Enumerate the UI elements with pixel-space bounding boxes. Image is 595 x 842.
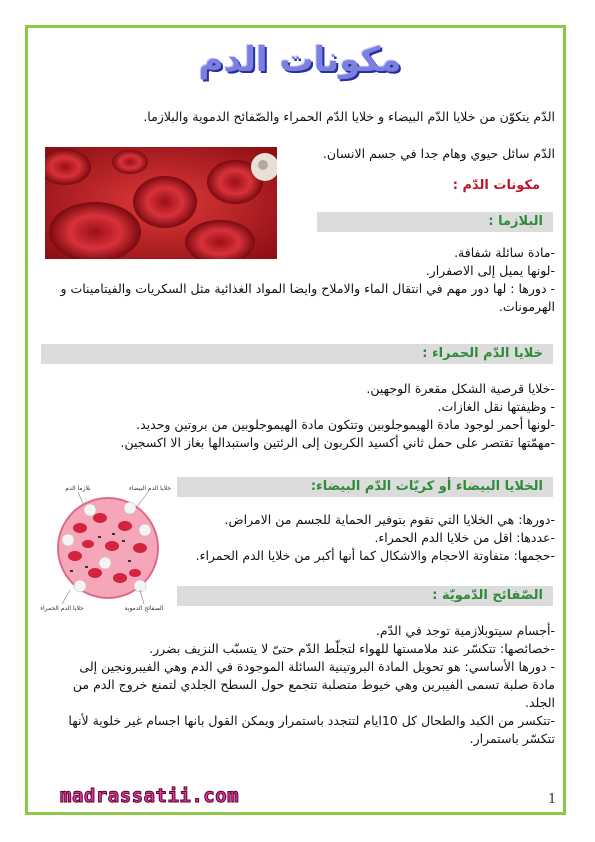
list-item: -تتكسر من الكبد والطحال كل 10ايام لتتجدد باستمرار ويمكن القول بانها اجسام غير خلوية لأنها تتكسّر باستمرار. [68, 713, 555, 746]
list-item: -لونها يميل إلى الاصفرار. [425, 263, 555, 278]
white-cells-list [185, 511, 555, 565]
footer-website-link[interactable]: madrassatii.com [60, 785, 240, 807]
components-heading: مكونات الدّم : [452, 178, 540, 193]
platelets-heading-band [177, 586, 553, 606]
list-item: - دورها الأساسي: هو تحويل المادة البروتينية السائلة الموجودة في الدم وهي الفيبرونجين إلى مادة صلبة تسمى الفيبرين وهي خيوط متصلبة تتجمع حول السطح الجلدي لتمنع خروج الدم من الجلد. [72, 659, 555, 710]
list-item: - دورها : لها دور مهم في انتقال الماء والاملاح وايضا المواد الغذائية مثل السكريات والفيتامينات و الهرمونات. [60, 281, 555, 314]
white-cells-heading-band [177, 477, 553, 497]
blood-cells-photo [45, 147, 277, 259]
list-item: -أجسام سيتوبلازمية توجد في الدّم. [375, 623, 555, 638]
list-item: -دورها: هي الخلايا التي تقوم بتوفير الحماية للجسم من الامراض. [224, 512, 555, 527]
list-item: -حجمها: متفاوتة الاحجام والاشكال كما أنها أكبر من خلايا الدم الحمراء. [195, 548, 555, 563]
page-number: 1 [548, 792, 557, 807]
list-item: -لونها أحمر لوجود مادة الهيموجلوبين وتتكون مادة الهيموجلوبين من بروتين وحديد. [136, 417, 555, 432]
list-item: -عددها: اقل من خلايا الدم الحمراء. [374, 530, 555, 545]
platelets-list [55, 622, 555, 748]
list-item: -مهمّتها تقتصر على حمل ثاني أكسيد الكربون إلى الرئتين واستبدالها بغاز الا اكسجين. [120, 435, 555, 450]
list-item: - وظيفتها نقل الغازات. [437, 399, 555, 414]
list-item: -خلايا قرصية الشكل مقعرة الوجهين. [366, 381, 555, 396]
intro-text-2: الدّم سائل حيوي وهام جدا في جسم الانسان. [322, 146, 555, 161]
white-cells-heading: الخلايا البيضاء أو كريّات الدّم البيضاء: [310, 479, 543, 494]
plasma-list [55, 244, 555, 316]
red-cells-heading-band [41, 344, 553, 364]
diagram-label-white: خلايا الدم البيضاء [129, 485, 171, 492]
page-title: مكونات الدم [198, 40, 402, 80]
list-item: -مادة سائلة شفافة. [454, 245, 555, 260]
plasma-heading-band [317, 212, 553, 232]
diagram-label-plasma: بلازما الدم [65, 485, 91, 492]
diagram-label-red: خلايا الدم الحمراء [40, 605, 84, 612]
red-cells-heading: خلايا الدّم الحمراء : [422, 346, 543, 361]
diagram-label-platelets: الصفائح الدموية [124, 605, 164, 612]
blood-components-diagram [40, 478, 172, 614]
platelets-heading: الصّفائح الدّمويّة : [432, 588, 543, 603]
plasma-heading: البلازما : [488, 214, 543, 229]
list-item: -خصائصها: تتكسّر عند ملامستها للهواء لتجلّط الدّم حتىّ لا يتسبّب النزيف بضرر. [149, 641, 555, 656]
red-cells-list [55, 380, 555, 452]
intro-text: الدّم يتكوّن من خلايا الدّم البيضاء و خلايا الدّم الحمراء والصّفائح الدموية والبلازما. [143, 109, 555, 124]
